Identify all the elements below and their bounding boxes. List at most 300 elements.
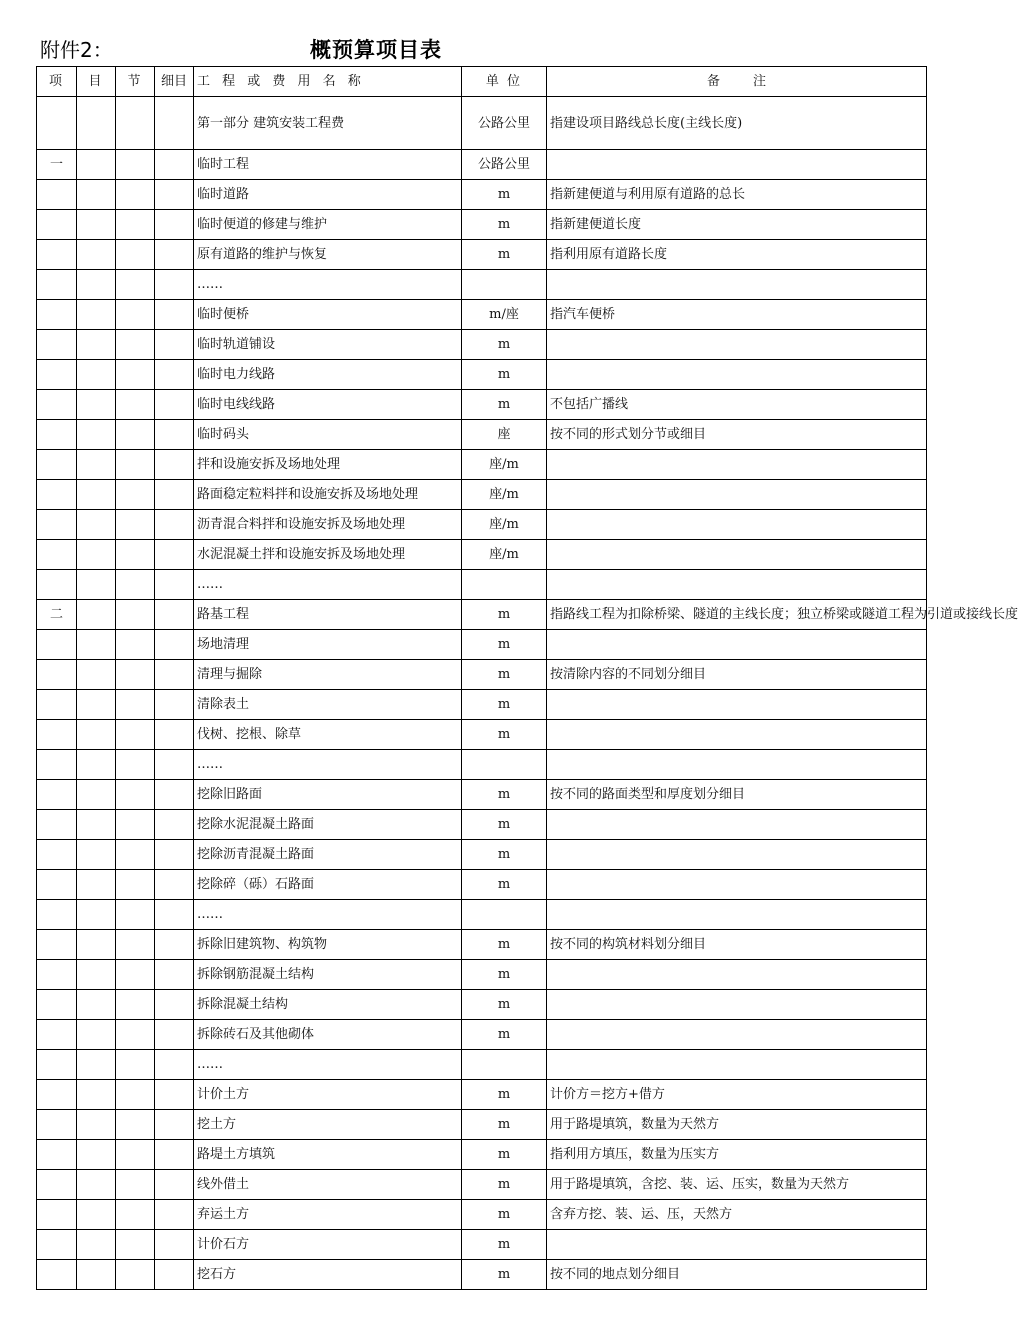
- cell-mu: [77, 360, 116, 390]
- cell-ximu: [155, 1050, 194, 1080]
- cell-jie: [116, 150, 155, 180]
- cell-note: [547, 960, 927, 990]
- table-row: [37, 720, 927, 750]
- cell-ximu: [155, 720, 194, 750]
- cell-mu: [77, 1020, 116, 1050]
- cell-ximu: [155, 180, 194, 210]
- cell-note: 指新建便道与利用原有道路的总长: [547, 180, 927, 210]
- cell-note: 指利用原有道路长度: [547, 240, 927, 270]
- cell-xiang: [37, 1020, 77, 1050]
- cell-jie: [116, 1020, 155, 1050]
- cell-name: 清理与掘除: [194, 660, 462, 690]
- cell-unit: m: [462, 840, 547, 870]
- cell-jie: [116, 390, 155, 420]
- cell-unit: [462, 570, 547, 600]
- cell-name: 水泥混凝土拌和设施安拆及场地处理: [194, 540, 462, 570]
- cell-mu: [77, 780, 116, 810]
- cell-jie: [116, 780, 155, 810]
- cell-ximu: [155, 450, 194, 480]
- cell-note: [547, 990, 927, 1020]
- cell-ximu: [155, 240, 194, 270]
- cell-unit: m: [462, 720, 547, 750]
- cell-note: [547, 150, 927, 180]
- table-row: [37, 870, 927, 900]
- cell-ximu: [155, 1020, 194, 1050]
- cell-name: 第一部分 建筑安装工程费: [194, 97, 462, 150]
- cell-xiang: [37, 1170, 77, 1200]
- table-row: [37, 1170, 927, 1200]
- cell-xiang: [37, 1110, 77, 1140]
- cell-note: 指利用方填压，数量为压实方: [547, 1140, 927, 1170]
- cell-jie: [116, 600, 155, 630]
- cell-jie: [116, 97, 155, 150]
- cell-mu: [77, 390, 116, 420]
- cell-name: 临时便道的修建与维护: [194, 210, 462, 240]
- cell-jie: [116, 480, 155, 510]
- cell-ximu: [155, 1260, 194, 1290]
- cell-mu: [77, 1260, 116, 1290]
- cell-name: 路堤土方填筑: [194, 1140, 462, 1170]
- cell-mu: [77, 150, 116, 180]
- cell-mu: [77, 900, 116, 930]
- cell-note: [547, 450, 927, 480]
- cell-jie: [116, 1050, 155, 1080]
- cell-unit: m: [462, 1110, 547, 1140]
- table-row: [37, 180, 927, 210]
- cell-xiang: [37, 97, 77, 150]
- cell-mu: [77, 450, 116, 480]
- cell-ximu: [155, 780, 194, 810]
- cell-mu: [77, 270, 116, 300]
- cell-jie: [116, 1260, 155, 1290]
- cell-mu: [77, 1200, 116, 1230]
- cell-xiang: [37, 690, 77, 720]
- table-row: [37, 240, 927, 270]
- cell-jie: [116, 660, 155, 690]
- cell-unit: m: [462, 240, 547, 270]
- cell-mu: [77, 690, 116, 720]
- cell-unit: [462, 900, 547, 930]
- cell-mu: [77, 330, 116, 360]
- cell-jie: [116, 750, 155, 780]
- table-row: [37, 1110, 927, 1140]
- table-row: [37, 930, 927, 960]
- cell-note: 含弃方挖、装、运、压，天然方: [547, 1200, 927, 1230]
- cell-name: ……: [194, 750, 462, 780]
- cell-ximu: [155, 990, 194, 1020]
- table-row: [37, 1140, 927, 1170]
- header-unit: 单 位: [462, 67, 547, 97]
- cell-mu: [77, 180, 116, 210]
- cell-note: 用于路堤填筑，含挖、装、运、压实，数量为天然方: [547, 1170, 927, 1200]
- cell-name: 拆除砖石及其他砌体: [194, 1020, 462, 1050]
- cell-note: 不包括广播线: [547, 390, 927, 420]
- cell-unit: m: [462, 360, 547, 390]
- cell-name: 临时电线线路: [194, 390, 462, 420]
- cell-name: 伐树、挖根、除草: [194, 720, 462, 750]
- cell-note: 按清除内容的不同划分细目: [547, 660, 927, 690]
- table-row: [37, 97, 927, 150]
- cell-name: ……: [194, 570, 462, 600]
- cell-unit: m/座: [462, 300, 547, 330]
- cell-jie: [116, 420, 155, 450]
- cell-unit: [462, 270, 547, 300]
- cell-mu: [77, 1230, 116, 1260]
- cell-xiang: [37, 930, 77, 960]
- cell-unit: m: [462, 600, 547, 630]
- table-row: [37, 630, 927, 660]
- cell-jie: [116, 270, 155, 300]
- cell-jie: [116, 540, 155, 570]
- cell-note: [547, 1050, 927, 1080]
- header-mu: 目: [77, 67, 116, 97]
- cell-note: 指建设项目路线总长度(主线长度): [547, 97, 927, 150]
- cell-name: 线外借土: [194, 1170, 462, 1200]
- cell-jie: [116, 300, 155, 330]
- cell-ximu: [155, 540, 194, 570]
- cell-xiang: [37, 300, 77, 330]
- cell-unit: 座: [462, 420, 547, 450]
- cell-unit: m: [462, 810, 547, 840]
- cell-ximu: [155, 1110, 194, 1140]
- cell-jie: [116, 960, 155, 990]
- table-row: [37, 300, 927, 330]
- cell-xiang: [37, 1200, 77, 1230]
- cell-name: 路基工程: [194, 600, 462, 630]
- cell-mu: [77, 720, 116, 750]
- table-row: [37, 600, 927, 630]
- cell-name: 清除表土: [194, 690, 462, 720]
- cell-note: 按不同的地点划分细目: [547, 1260, 927, 1290]
- table-row: [37, 900, 927, 930]
- cell-name: 临时便桥: [194, 300, 462, 330]
- cell-jie: [116, 1200, 155, 1230]
- cell-note: [547, 720, 927, 750]
- table-row: [37, 450, 927, 480]
- cell-unit: m: [462, 1200, 547, 1230]
- cell-name: 原有道路的维护与恢复: [194, 240, 462, 270]
- cell-note: [547, 630, 927, 660]
- cell-note: [547, 750, 927, 780]
- cell-mu: [77, 540, 116, 570]
- cell-note: [547, 510, 927, 540]
- cell-note: [547, 540, 927, 570]
- table-row: [37, 1050, 927, 1080]
- cell-name: 挖石方: [194, 1260, 462, 1290]
- cell-jie: [116, 1140, 155, 1170]
- cell-mu: [77, 960, 116, 990]
- cell-note: 按不同的形式划分节或细目: [547, 420, 927, 450]
- cell-ximu: [155, 1170, 194, 1200]
- cell-mu: [77, 510, 116, 540]
- cell-jie: [116, 810, 155, 840]
- table-header-row: [37, 67, 927, 97]
- cell-ximu: [155, 270, 194, 300]
- cell-name: 拆除钢筋混凝土结构: [194, 960, 462, 990]
- cell-unit: m: [462, 930, 547, 960]
- table-row: [37, 1260, 927, 1290]
- table-row: [37, 780, 927, 810]
- cell-xiang: [37, 780, 77, 810]
- cell-mu: [77, 600, 116, 630]
- cell-xiang: [37, 1260, 77, 1290]
- budget-item-table: [36, 66, 1018, 1290]
- cell-name: 临时工程: [194, 150, 462, 180]
- cell-note: 指路线工程为扣除桥梁、隧道的主线长度；独立桥梁或隧道工程为引道或接线长度: [547, 600, 927, 630]
- cell-unit: m: [462, 1230, 547, 1260]
- cell-name: 临时电力线路: [194, 360, 462, 390]
- cell-name: 拌和设施安拆及场地处理: [194, 450, 462, 480]
- cell-mu: [77, 300, 116, 330]
- cell-ximu: [155, 330, 194, 360]
- cell-ximu: [155, 930, 194, 960]
- cell-note: 用于路堤填筑，数量为天然方: [547, 1110, 927, 1140]
- cell-xiang: [37, 390, 77, 420]
- cell-note: 按不同的构筑材料划分细目: [547, 930, 927, 960]
- cell-xiang: [37, 540, 77, 570]
- cell-jie: [116, 840, 155, 870]
- cell-unit: 座/m: [462, 540, 547, 570]
- cell-note: 指新建便道长度: [547, 210, 927, 240]
- cell-name: ……: [194, 900, 462, 930]
- cell-name: 拆除混凝土结构: [194, 990, 462, 1020]
- cell-xiang: [37, 570, 77, 600]
- cell-xiang: 一: [37, 150, 77, 180]
- cell-unit: m: [462, 1170, 547, 1200]
- cell-ximu: [155, 570, 194, 600]
- table-row: [37, 750, 927, 780]
- header-xiang: 项: [37, 67, 77, 97]
- cell-note: [547, 360, 927, 390]
- cell-note: [547, 270, 927, 300]
- cell-mu: [77, 630, 116, 660]
- cell-xiang: [37, 1050, 77, 1080]
- cell-jie: [116, 870, 155, 900]
- cell-note: 指汽车便桥: [547, 300, 927, 330]
- header-name: 工 程 或 费 用 名 称: [194, 67, 462, 97]
- document-title: 概预算项目表: [310, 38, 442, 62]
- cell-ximu: [155, 870, 194, 900]
- cell-unit: m: [462, 1260, 547, 1290]
- table-row: [37, 810, 927, 840]
- cell-jie: [116, 630, 155, 660]
- cell-name: 挖除水泥混凝土路面: [194, 810, 462, 840]
- cell-ximu: [155, 510, 194, 540]
- cell-name: 临时码头: [194, 420, 462, 450]
- cell-xiang: [37, 420, 77, 450]
- cell-mu: [77, 210, 116, 240]
- table-row: [37, 1080, 927, 1110]
- cell-mu: [77, 1170, 116, 1200]
- cell-mu: [77, 570, 116, 600]
- cell-mu: [77, 1050, 116, 1080]
- cell-ximu: [155, 1140, 194, 1170]
- table-row: [37, 150, 927, 180]
- cell-xiang: [37, 1140, 77, 1170]
- cell-name: 挖除沥青混凝土路面: [194, 840, 462, 870]
- cell-name: 场地清理: [194, 630, 462, 660]
- table-row: [37, 330, 927, 360]
- cell-mu: [77, 480, 116, 510]
- cell-name: 挖除旧路面: [194, 780, 462, 810]
- cell-xiang: [37, 990, 77, 1020]
- cell-jie: [116, 1170, 155, 1200]
- cell-name: 临时道路: [194, 180, 462, 210]
- table-row: [37, 420, 927, 450]
- table-body: [37, 97, 1018, 1290]
- cell-unit: m: [462, 870, 547, 900]
- cell-note: [547, 870, 927, 900]
- cell-xiang: [37, 510, 77, 540]
- cell-ximu: [155, 210, 194, 240]
- cell-xiang: [37, 480, 77, 510]
- cell-name: ……: [194, 1050, 462, 1080]
- table-row: [37, 570, 927, 600]
- cell-jie: [116, 240, 155, 270]
- cell-note: 计价方＝挖方+借方: [547, 1080, 927, 1110]
- cell-unit: 座/m: [462, 480, 547, 510]
- cell-mu: [77, 990, 116, 1020]
- cell-mu: [77, 240, 116, 270]
- cell-ximu: [155, 300, 194, 330]
- cell-ximu: [155, 480, 194, 510]
- cell-xiang: [37, 840, 77, 870]
- cell-jie: [116, 450, 155, 480]
- cell-jie: [116, 210, 155, 240]
- cell-xiang: [37, 180, 77, 210]
- cell-xiang: [37, 810, 77, 840]
- cell-unit: m: [462, 390, 547, 420]
- cell-ximu: [155, 690, 194, 720]
- cell-note: [547, 900, 927, 930]
- cell-jie: [116, 930, 155, 960]
- cell-ximu: [155, 1230, 194, 1260]
- cell-mu: [77, 810, 116, 840]
- cell-mu: [77, 420, 116, 450]
- cell-name: 挖除碎（砾）石路面: [194, 870, 462, 900]
- cell-unit: 公路公里: [462, 150, 547, 180]
- attachment-label: 附件2：: [40, 38, 113, 62]
- cell-unit: m: [462, 960, 547, 990]
- table-row: [37, 1230, 927, 1260]
- cell-jie: [116, 720, 155, 750]
- cell-name: 沥青混合料拌和设施安拆及场地处理: [194, 510, 462, 540]
- cell-note: 按不同的路面类型和厚度划分细目: [547, 780, 927, 810]
- cell-note: [547, 840, 927, 870]
- cell-ximu: [155, 1080, 194, 1110]
- cell-jie: [116, 1080, 155, 1110]
- cell-xiang: [37, 270, 77, 300]
- cell-mu: [77, 1140, 116, 1170]
- cell-unit: m: [462, 780, 547, 810]
- cell-unit: [462, 750, 547, 780]
- header-ximu: 细目: [155, 67, 194, 97]
- cell-note: [547, 480, 927, 510]
- cell-unit: m: [462, 1140, 547, 1170]
- cell-ximu: [155, 630, 194, 660]
- cell-ximu: [155, 840, 194, 870]
- cell-ximu: [155, 420, 194, 450]
- cell-mu: [77, 930, 116, 960]
- cell-ximu: [155, 810, 194, 840]
- cell-mu: [77, 1080, 116, 1110]
- cell-ximu: [155, 960, 194, 990]
- cell-name: 计价石方: [194, 1230, 462, 1260]
- cell-ximu: [155, 600, 194, 630]
- cell-note: [547, 690, 927, 720]
- cell-note: [547, 1230, 927, 1260]
- table-row: [37, 480, 927, 510]
- cell-note: [547, 330, 927, 360]
- cell-xiang: [37, 720, 77, 750]
- cell-mu: [77, 97, 116, 150]
- cell-xiang: 二: [37, 600, 77, 630]
- header-note: 备 注: [547, 67, 927, 97]
- cell-name: 拆除旧建筑物、构筑物: [194, 930, 462, 960]
- cell-unit: m: [462, 180, 547, 210]
- cell-jie: [116, 180, 155, 210]
- cell-xiang: [37, 1230, 77, 1260]
- cell-name: 挖土方: [194, 1110, 462, 1140]
- table-row: [37, 960, 927, 990]
- cell-ximu: [155, 750, 194, 780]
- table-row: [37, 690, 927, 720]
- cell-jie: [116, 900, 155, 930]
- cell-xiang: [37, 630, 77, 660]
- cell-name: 临时轨道铺设: [194, 330, 462, 360]
- cell-ximu: [155, 1200, 194, 1230]
- cell-ximu: [155, 900, 194, 930]
- cell-xiang: [37, 450, 77, 480]
- cell-name: 弃运土方: [194, 1200, 462, 1230]
- table-row: [37, 270, 927, 300]
- cell-mu: [77, 750, 116, 780]
- cell-jie: [116, 570, 155, 600]
- cell-unit: 座/m: [462, 450, 547, 480]
- cell-unit: m: [462, 1080, 547, 1110]
- table-row: [37, 540, 927, 570]
- cell-jie: [116, 510, 155, 540]
- cell-xiang: [37, 210, 77, 240]
- table-row: [37, 510, 927, 540]
- cell-name: 路面稳定粒料拌和设施安拆及场地处理: [194, 480, 462, 510]
- cell-note: [547, 570, 927, 600]
- cell-xiang: [37, 870, 77, 900]
- cell-ximu: [155, 390, 194, 420]
- cell-unit: m: [462, 660, 547, 690]
- table-row: [37, 990, 927, 1020]
- cell-mu: [77, 840, 116, 870]
- cell-xiang: [37, 750, 77, 780]
- cell-unit: 座/m: [462, 510, 547, 540]
- table-row: [37, 840, 927, 870]
- cell-ximu: [155, 97, 194, 150]
- table-row: [37, 360, 927, 390]
- cell-unit: m: [462, 210, 547, 240]
- cell-unit: m: [462, 630, 547, 660]
- cell-unit: m: [462, 990, 547, 1020]
- cell-jie: [116, 990, 155, 1020]
- cell-jie: [116, 1110, 155, 1140]
- table-row: [37, 390, 927, 420]
- table-row: [37, 1200, 927, 1230]
- cell-ximu: [155, 150, 194, 180]
- cell-jie: [116, 690, 155, 720]
- cell-unit: 公路公里: [462, 97, 547, 150]
- cell-jie: [116, 1230, 155, 1260]
- cell-note: [547, 810, 927, 840]
- cell-unit: m: [462, 690, 547, 720]
